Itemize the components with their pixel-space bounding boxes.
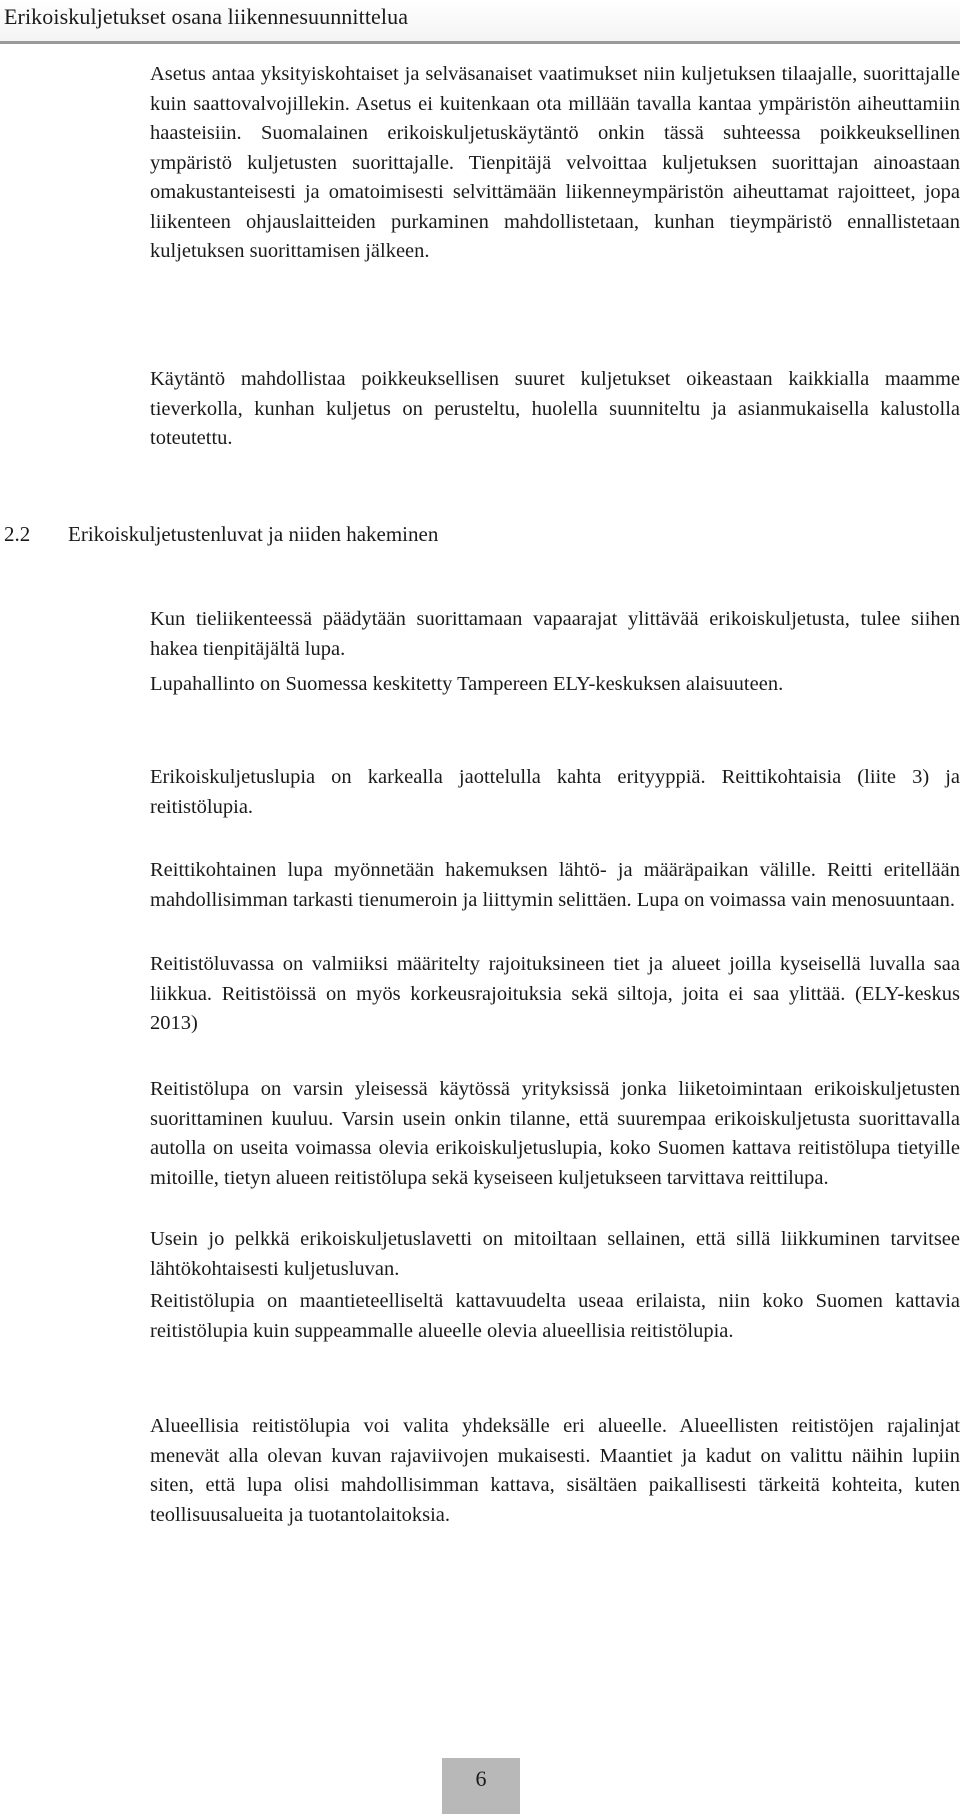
paragraph-reittikohtainen: Reittikohtainen lupa myönnetään hakemuksen lähtö- ja määräpaikan välille. Reitti eritellään mahdollisimman tarkasti tienumeroin ja liittymin selittäen. Lupa on voimassa vain menosuuntaan. <box>150 859 960 911</box>
page-number: 6 <box>442 1758 520 1814</box>
section-number: 2.2 <box>4 522 31 546</box>
paragraph-kaytanto: Käytäntö mahdollistaa poikkeuksellisen suuret kuljetukset oikeastaan kaikkialla maamme tieverkolla, kunhan kuljetus on perusteltu, huolella suunniteltu ja asianmukaisella kalustolla toteutettu. <box>150 368 960 449</box>
paragraph-lavetti: Usein jo pelkkä erikoiskuljetuslavetti on mitoiltaan sellainen, että sillä liikkuminen tarvitsee lähtökohtaisesti kuljetusluvan. <box>150 1228 960 1280</box>
paragraph-lupahallinto: Lupahallinto on Suomessa keskitetty Tampereen ELY-keskuksen alaisuuteen. <box>150 673 784 695</box>
paragraph-lupatyypit: Erikoiskuljetuslupia on karkealla jaottelulla kahta erityyppiä. Reittikohtaisia (liite 3) ja reitistölupia. <box>150 766 960 818</box>
paragraph-reitistolupa-rajoitukset: Reitistöluvassa on valmiiksi määritelty rajoituksineen tiet ja alueet joilla kyseisellä luvalla saa liikkua. Reitistöissä on myös korkeusrajoituksia sekä siltoja, joita ei saa ylittää. (ELY-keskus 2013) <box>150 953 960 1034</box>
section-title: Erikoiskuljetustenluvat ja niiden hakeminen <box>68 522 439 546</box>
paragraph-asetus: Asetus antaa yksityiskohtaiset ja selväsanaiset vaatimukset niin kuljetuksen tilaajalle, suorittajalle kuin saattovalvojillekin. Asetus ei kuitenkaan ota millään tavalla kantaa ympäristön aiheuttamiin haasteisiin. Suomalainen erikoiskuljetuskäytäntö onkin tässä suhteessa poikkeuksellinen ympäristö kuljetusten suorittajalle. Tienpitäjä velvoittaa kuljetuksen suorittajan ainoastaan omakustanteisesti ja omatoimisesti selvittämään liikenneympäristön aiheuttamat rajoitteet, jopa liikenteen ohjauslaitteiden purkaminen mahdollistetaan, kunhan tieympäristö ennallistetaan kuljetuksen suorittamisen jälkeen. <box>150 63 960 262</box>
paragraph-reitistolupa-yleisyys: Reitistölupa on varsin yleisessä käytössä yrityksissä jonka liiketoimintaan erikoiskuljetusten suorittaminen kuuluu. Varsin usein onkin tilanne, että suurempaa erikoiskuljetusta suorittavalla autolla on useita voimassa olevia erikoiskuljetuslupia, koko Suomen kattava reitistölupa tietyille mitoille, tietyn alueen reitistölupa sekä kyseiseen kuljetukseen tarvittava reittilupa. <box>150 1078 960 1189</box>
paragraph-kattavuus: Reitistölupia on maantieteelliseltä kattavuudelta useaa erilaista, niin koko Suomen kattavia reitistölupia kuin suppeammalle alueelle olevia alueellisia reitistölupia. <box>150 1290 960 1342</box>
section-heading <box>4 522 438 547</box>
paragraph-lupa-haku: Kun tieliikenteessä päädytään suorittamaan vapaarajat ylittävää erikoiskuljetusta, tulee siihen hakea tienpitäjältä lupa. <box>150 608 960 660</box>
paragraph-alueelliset: Alueellisia reitistölupia voi valita yhdeksälle eri alueelle. Alueellisten reitistöjen rajalinjat menevät alla olevan kuvan rajaviivojen mukaisesti. Maantiet ja kadut on valittu näihin lupiin siten, että lupa olisi mahdollisimman kattava, sisältäen paikallisesti tärkeitä kohteita, kuten teollisuusalueita ja tuotantolaitoksia. <box>150 1415 960 1526</box>
running-header <box>0 0 960 44</box>
document-title: Erikoiskuljetukset osana liikennesuunnittelua <box>4 4 409 29</box>
